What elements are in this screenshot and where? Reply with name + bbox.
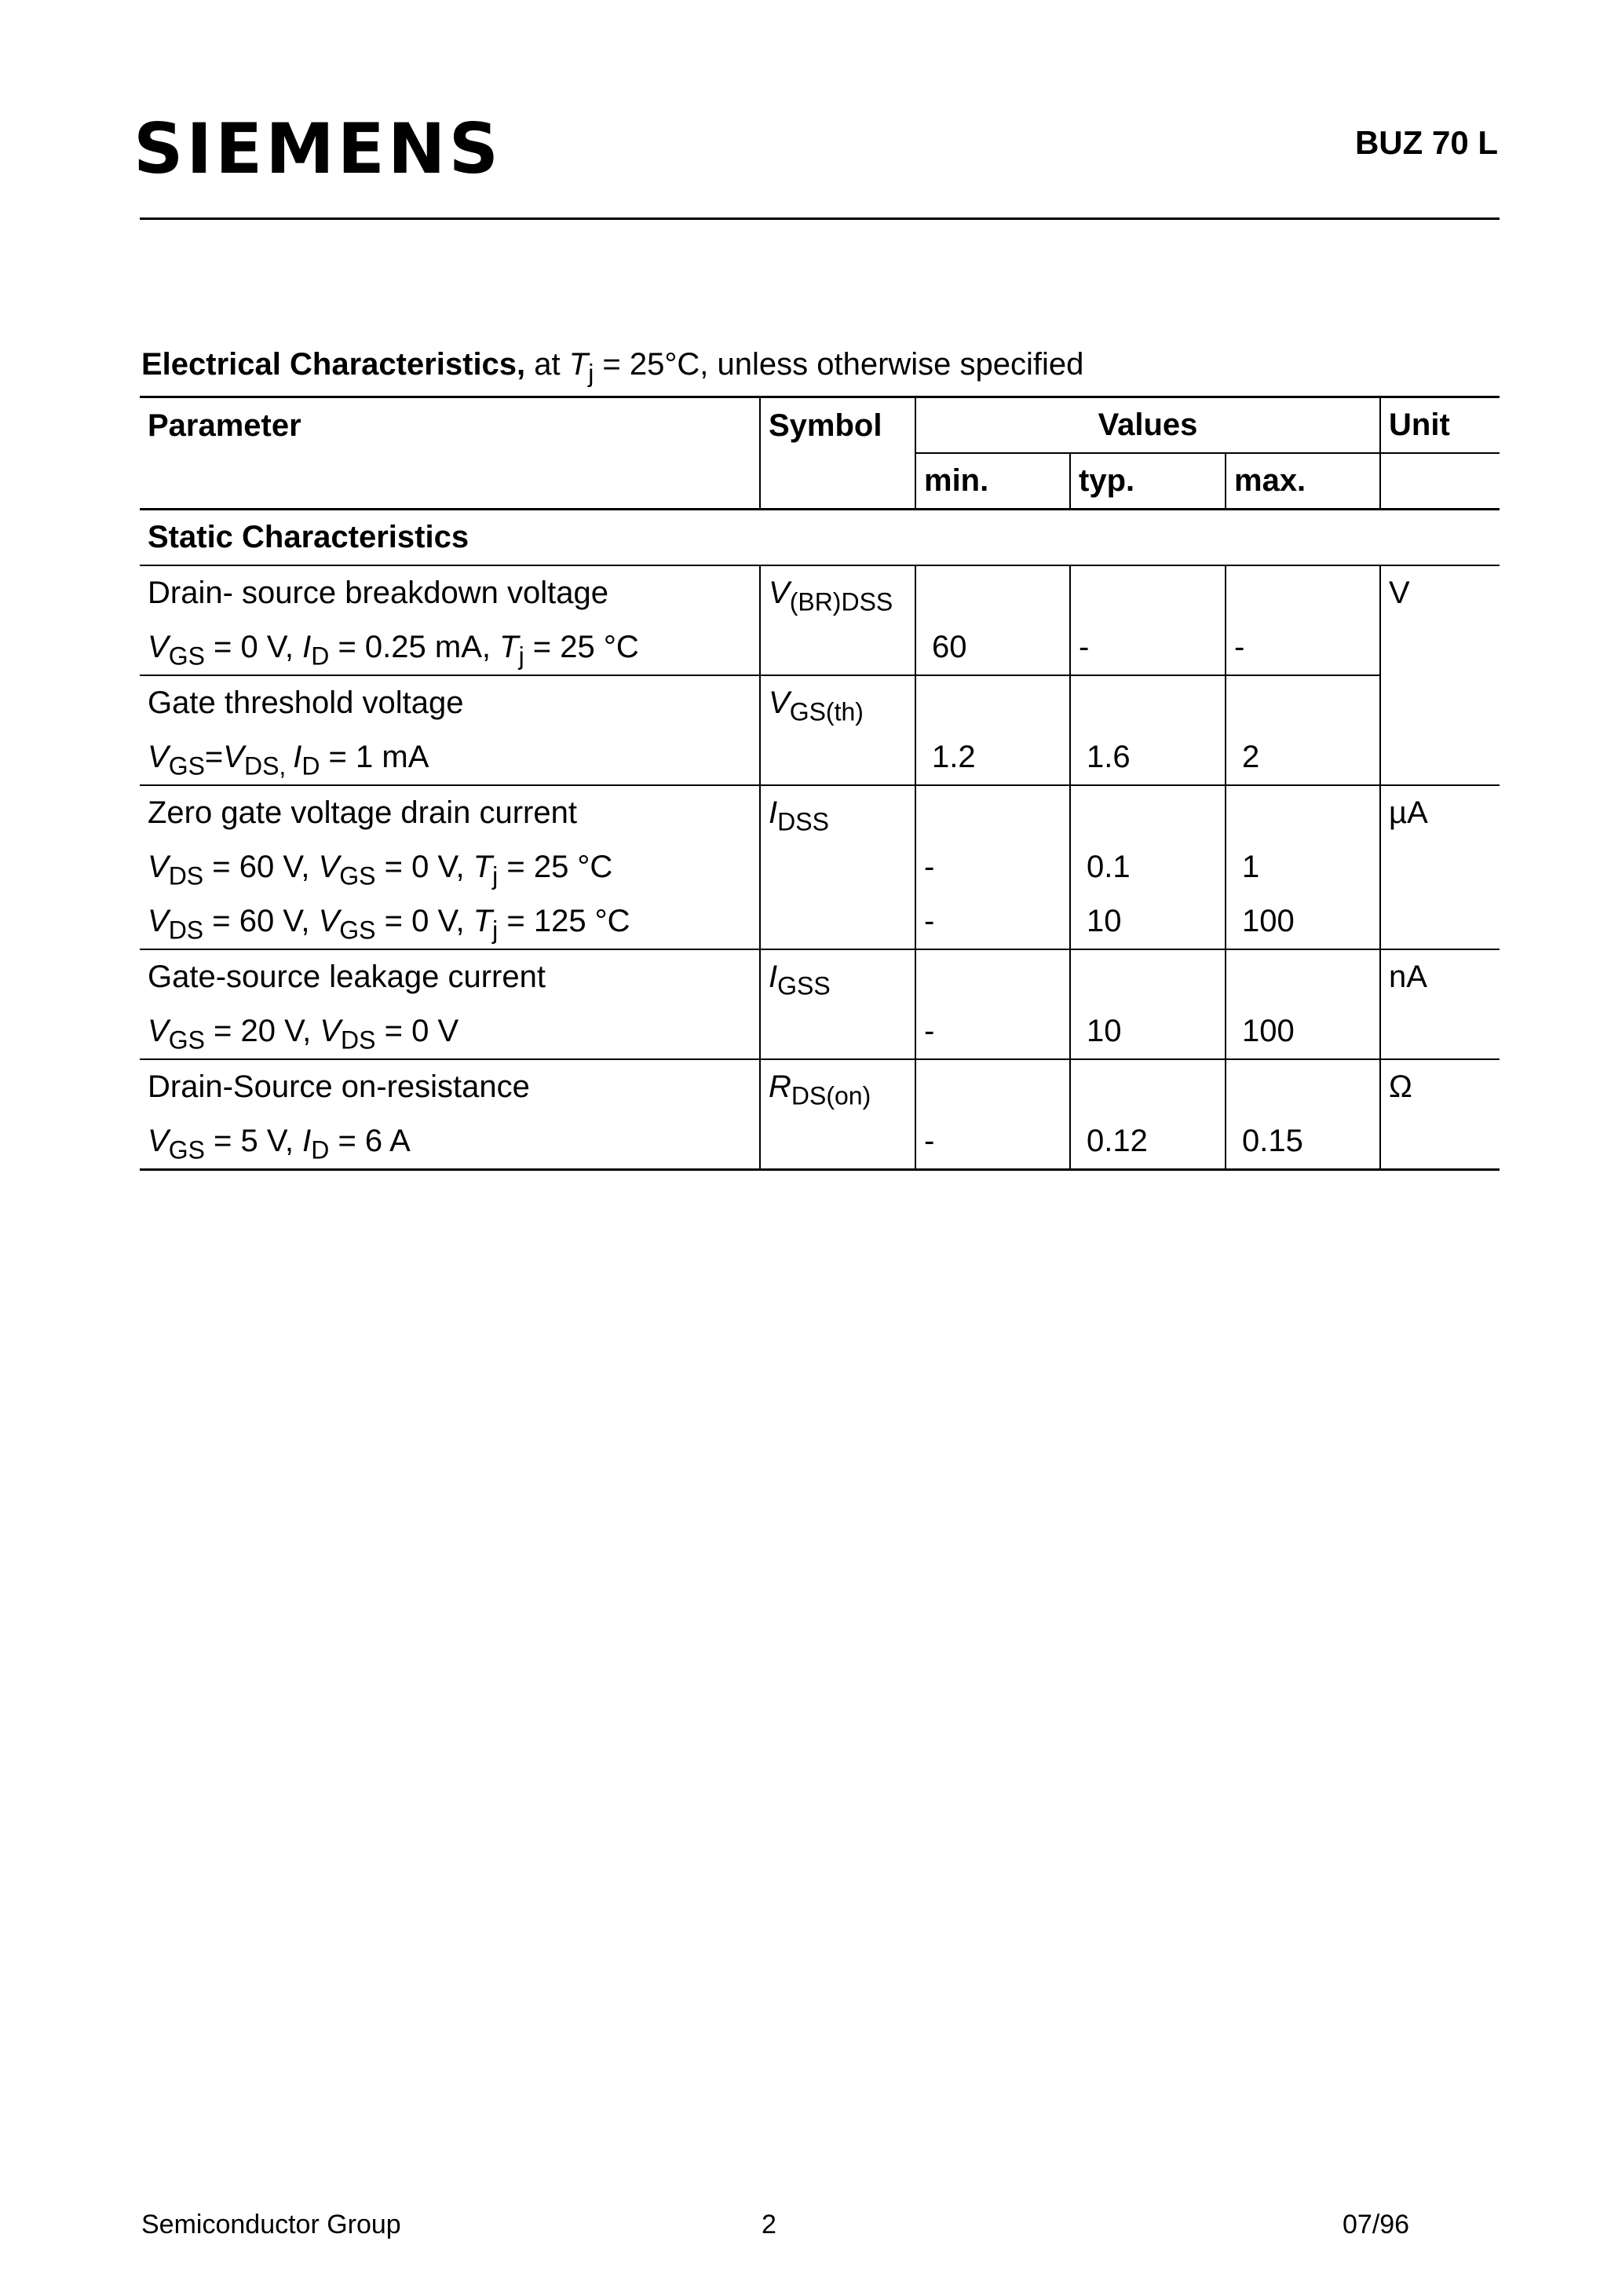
test-condition: $V_{GS} = 20$ V, $V_{DS} = 0$ V [148, 1014, 459, 1055]
table-row [140, 949, 1500, 1004]
table-row [140, 675, 1500, 730]
header-values: Values [915, 397, 1380, 454]
test-condition: $V_{GS} = 5$ V, $I_D = 6$ A [148, 1124, 411, 1164]
value-min: - [915, 1004, 1070, 1059]
subheader-row [140, 453, 1500, 510]
symbol: $I_{GSS}$ [760, 949, 915, 1059]
symbol: $I_{DSS}$ [760, 785, 915, 949]
param-name: Drain-Source on-resistance [140, 1059, 760, 1114]
symbol: $R_{DS(on)}$ [760, 1059, 915, 1170]
value-typ: 10 [1070, 1004, 1226, 1059]
value-max: - [1226, 620, 1380, 675]
symbol: $V_{GS(th)}$ [760, 675, 915, 785]
value-max: 100 [1226, 894, 1380, 949]
header-typ: typ. [1070, 453, 1226, 510]
value-typ: 0.1 [1070, 840, 1226, 894]
value-min: - [915, 840, 1070, 894]
section-title: Electrical Characteristics, at $T_j = 25^\circ C$, unless otherwise specified [141, 347, 1084, 388]
value-max: 100 [1226, 1004, 1380, 1059]
group-row [140, 510, 1500, 566]
table-row [140, 785, 1500, 840]
test-condition: $V_{GS} = 0$ V, $I_D = 0.25$ mA, $T_j = 25$ °C [148, 630, 639, 671]
value-typ: - [1070, 620, 1226, 675]
value-max: 2 [1226, 730, 1380, 785]
table-row [140, 1059, 1500, 1114]
value-min: 1.2 [915, 730, 1070, 785]
header-max: max. [1226, 453, 1380, 510]
value-typ: 0.12 [1070, 1114, 1226, 1170]
page-number: 2 [762, 2210, 776, 2239]
siemens-logo: SIEMENS [133, 108, 502, 189]
value-typ: 10 [1070, 894, 1226, 949]
value-max: 1 [1226, 840, 1380, 894]
header-parameter: Parameter [140, 397, 760, 454]
footer-date: 07/96 [1343, 2210, 1410, 2239]
param-name: Zero gate voltage drain current [140, 785, 760, 840]
group-static-characteristics: Static Characteristics [140, 510, 1500, 566]
test-condition: $V_{GS}=V_{DS,}$ $I_D = 1$ mA [148, 740, 429, 781]
unit: Ω [1380, 1059, 1500, 1170]
header-row [140, 397, 1500, 454]
header-unit: Unit [1380, 397, 1500, 454]
param-name: Gate threshold voltage [140, 675, 760, 730]
electrical-characteristics-table [140, 396, 1500, 1171]
header-symbol: Symbol [760, 397, 915, 454]
test-condition: $V_{DS} = 60$ V, $V_{GS} = 0$ V, $T_j = 125$ °C [148, 904, 630, 945]
value-min: 60 [915, 620, 1070, 675]
table-row [140, 565, 1500, 620]
param-name: Drain- source breakdown voltage [140, 565, 760, 620]
header-min: min. [915, 453, 1070, 510]
value-typ: 1.6 [1070, 730, 1226, 785]
footer-company: Semiconductor Group [141, 2210, 401, 2239]
part-number: BUZ 70 L [1354, 124, 1498, 161]
value-min: - [915, 1114, 1070, 1170]
value-max: 0.15 [1226, 1114, 1380, 1170]
unit: nA [1380, 949, 1500, 1059]
header-rule [140, 218, 1500, 220]
unit: V [1380, 565, 1500, 785]
param-name: Gate-source leakage current [140, 949, 760, 1004]
symbol: $V_{(BR)DSS}$ [760, 565, 915, 675]
unit: µA [1380, 785, 1500, 949]
test-condition: $V_{DS} = 60$ V, $V_{GS} = 0$ V, $T_j = 25$ °C [148, 850, 613, 890]
value-min: - [915, 894, 1070, 949]
